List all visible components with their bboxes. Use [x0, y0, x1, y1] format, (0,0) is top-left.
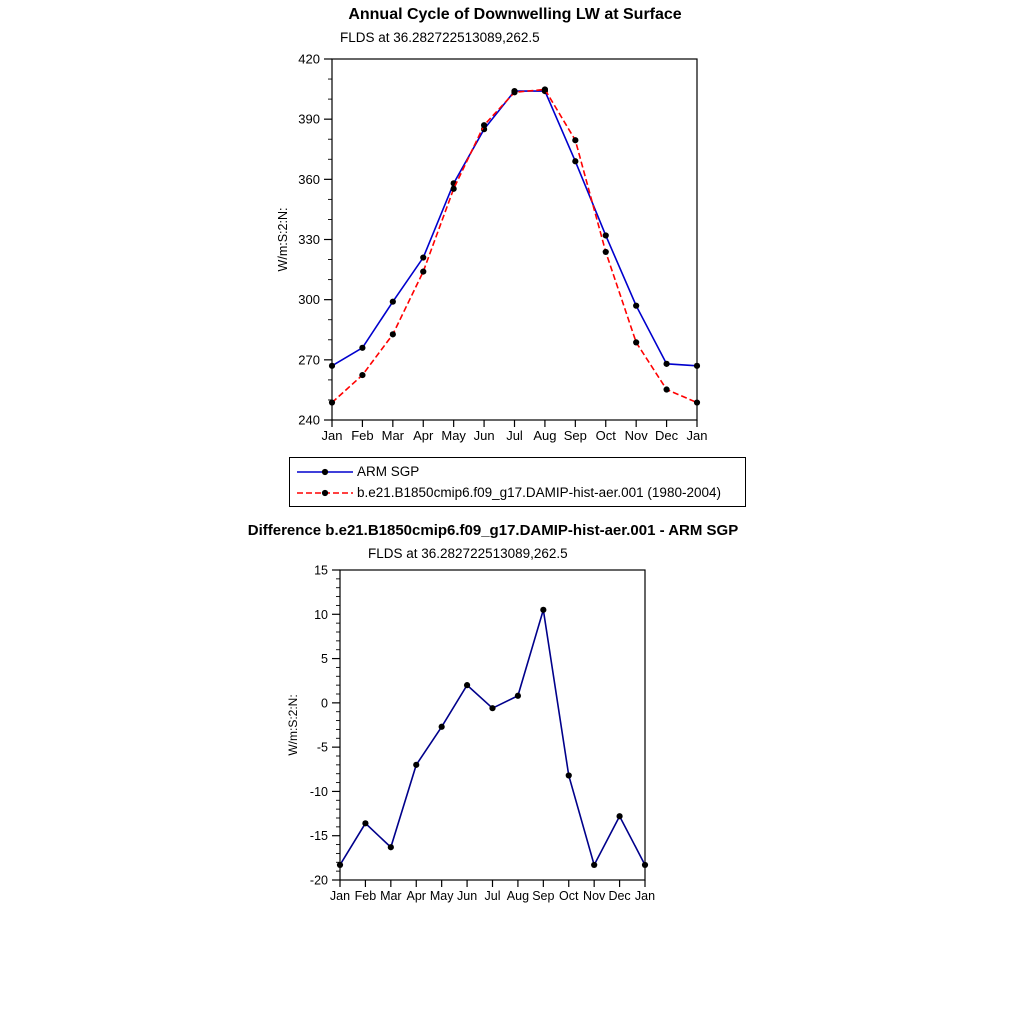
svg-text:-20: -20 — [309, 873, 328, 888]
svg-text:Jun: Jun — [473, 428, 495, 443]
legend — [289, 457, 746, 507]
svg-text:Feb: Feb — [354, 889, 377, 903]
legend-label: b.e21.B1850cmip6.f09_g17.DAMIP-hist-aer.001 (1980-2004) — [357, 485, 721, 500]
svg-text:330: 330 — [298, 232, 320, 247]
svg-text:360: 360 — [298, 171, 320, 187]
svg-text:0: 0 — [321, 696, 328, 711]
svg-text:10: 10 — [314, 607, 328, 622]
svg-text:-15: -15 — [309, 829, 328, 844]
bottom-chart-plot — [0, 545, 1024, 915]
svg-text:Mar: Mar — [381, 428, 405, 443]
svg-text:Nov: Nov — [624, 428, 648, 443]
svg-text:Nov: Nov — [583, 889, 606, 903]
svg-text:May: May — [441, 428, 466, 443]
legend-label: ARM SGP — [357, 464, 420, 479]
svg-text:15: 15 — [314, 563, 328, 578]
svg-text:Apr: Apr — [413, 428, 434, 443]
top-chart-plot — [0, 0, 1024, 460]
svg-text:300: 300 — [298, 292, 320, 308]
legend-line-swatch-dashed — [295, 486, 355, 500]
svg-text:390: 390 — [298, 111, 320, 127]
svg-text:Jan: Jan — [686, 428, 708, 443]
bottom-chart-subtitle: FLDS at 36.282722513089,262.5 — [368, 546, 568, 561]
svg-text:Jan: Jan — [321, 428, 343, 443]
legend-item-arm-sgp — [295, 461, 740, 482]
top-chart-subtitle: FLDS at 36.282722513089,262.5 — [340, 30, 540, 45]
svg-text:Jan: Jan — [329, 889, 351, 903]
svg-text:W/m:S:2:N:: W/m:S:2:N: — [276, 207, 290, 272]
svg-text:Dec: Dec — [655, 428, 679, 443]
svg-text:Oct: Oct — [595, 428, 616, 443]
svg-text:Dec: Dec — [608, 889, 631, 903]
svg-text:W/m:S:2:N:: W/m:S:2:N: — [286, 694, 300, 756]
svg-text:420: 420 — [298, 51, 320, 67]
svg-text:Jan: Jan — [634, 889, 656, 903]
svg-text:5: 5 — [321, 652, 328, 667]
svg-text:-10: -10 — [309, 784, 328, 799]
legend-item-model — [295, 482, 740, 503]
svg-text:Apr: Apr — [406, 889, 426, 903]
bottom-chart-title: Difference b.e21.B1850cmip6.f09_g17.DAMIP-hist-aer.001 - ARM SGP — [247, 522, 739, 539]
svg-text:Oct: Oct — [559, 889, 579, 903]
svg-text:Mar: Mar — [380, 889, 402, 903]
svg-text:May: May — [429, 889, 454, 903]
svg-text:Feb: Feb — [351, 428, 374, 443]
legend-line-swatch-solid — [295, 465, 355, 479]
svg-text:Sep: Sep — [532, 889, 555, 903]
top-chart-title: Annual Cycle of Downwelling LW at Surface — [348, 6, 682, 23]
svg-text:Sep: Sep — [563, 428, 587, 443]
svg-text:240: 240 — [298, 412, 320, 428]
svg-text:Aug: Aug — [506, 889, 530, 903]
svg-text:Aug: Aug — [533, 428, 557, 443]
svg-text:270: 270 — [298, 352, 320, 368]
svg-text:-5: -5 — [316, 740, 328, 755]
svg-text:Jul: Jul — [506, 428, 523, 443]
svg-text:Jun: Jun — [457, 889, 478, 903]
svg-text:Jul: Jul — [484, 889, 501, 903]
